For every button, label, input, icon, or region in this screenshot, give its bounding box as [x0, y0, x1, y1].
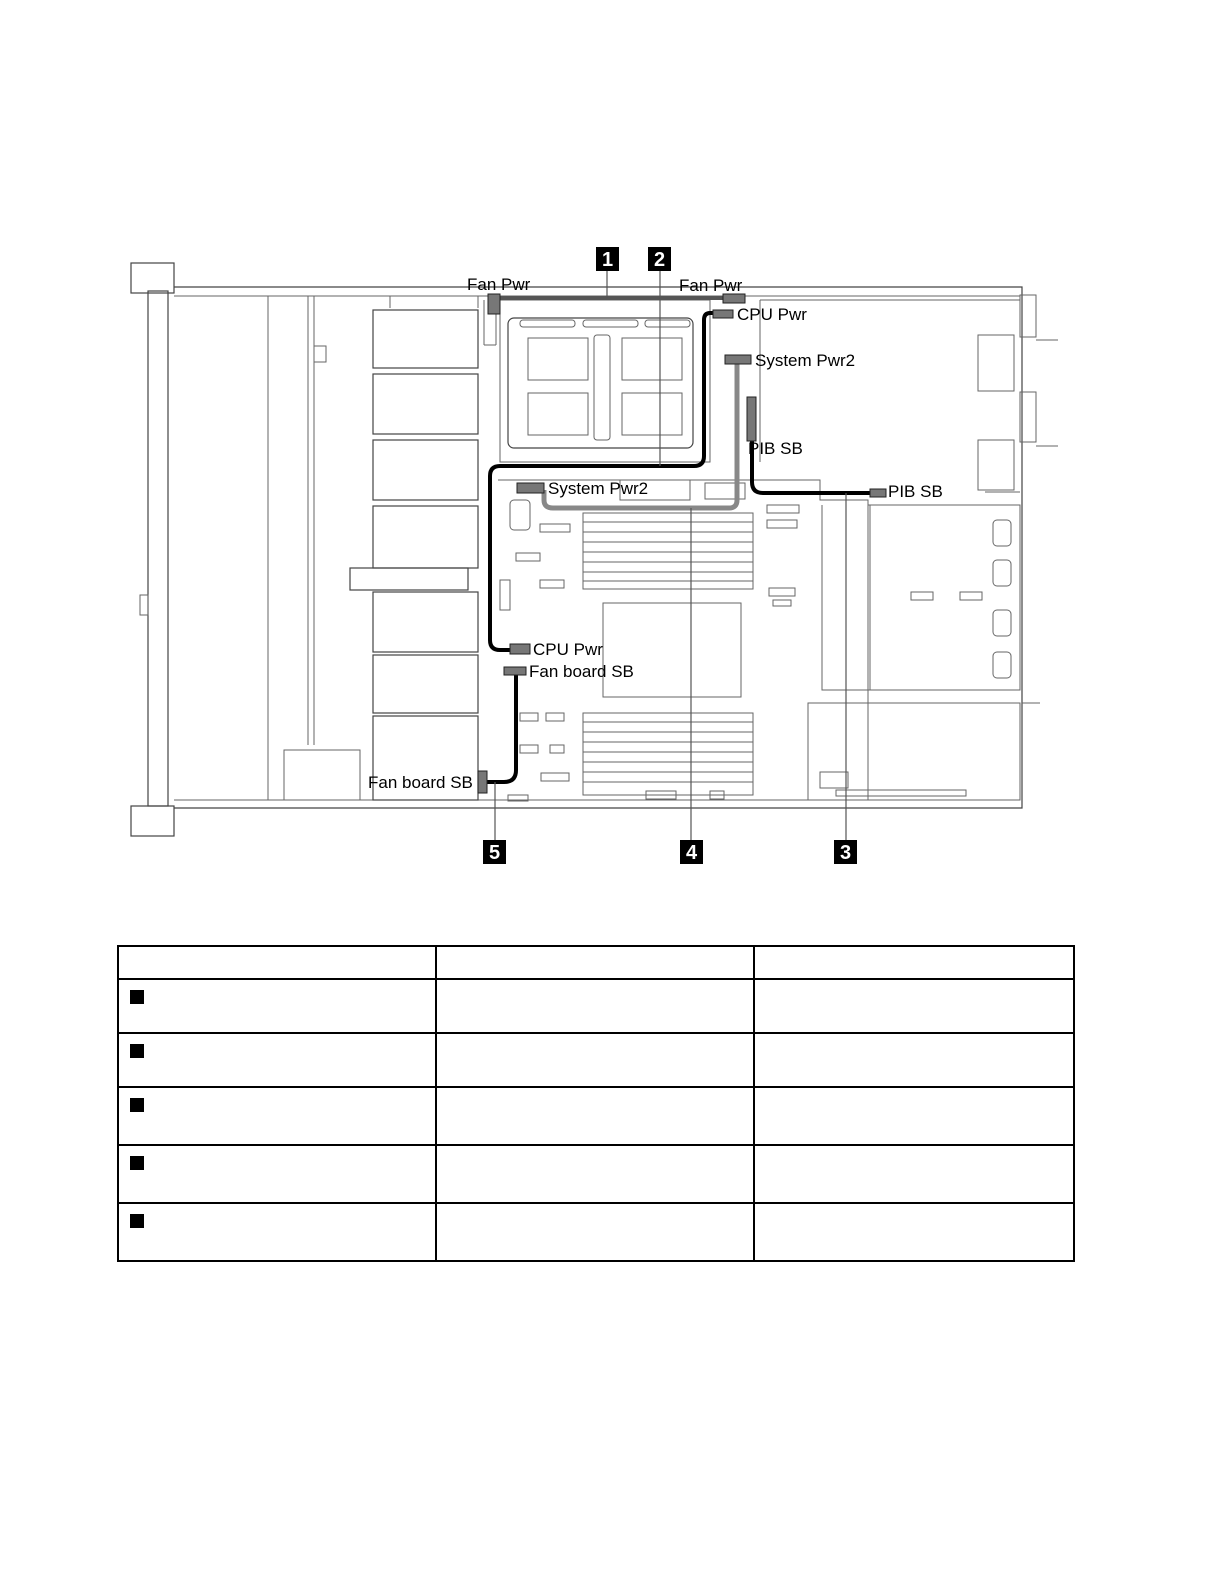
header-cell [118, 946, 436, 979]
connector-cpu-pwr-bottom [510, 644, 530, 654]
connector-labels [368, 275, 943, 792]
psu-and-riser-area [760, 295, 1058, 800]
cables [486, 298, 872, 782]
chassis-outline [131, 263, 1022, 836]
connector-fan-pwr-right [723, 294, 745, 303]
callout-2 [648, 247, 671, 271]
header-cell [754, 946, 1074, 979]
table-cell [436, 1145, 754, 1203]
table-cell [118, 1033, 436, 1087]
label-system-pwr2-mid: System Pwr2 [548, 479, 649, 498]
connector-fan-board-sb-mid [504, 667, 526, 675]
table-cell [118, 1145, 436, 1203]
callout-marker-icon [130, 1044, 144, 1058]
table-header-row [118, 946, 1074, 979]
callout-3-number: 3 [839, 842, 852, 864]
callout-marker-icon [130, 1156, 144, 1170]
label-pib-sb-right: PIB SB [888, 482, 943, 501]
table-cell [436, 979, 754, 1033]
table-cell [436, 1203, 754, 1261]
label-pib-sb-left: PIB SB [748, 439, 803, 458]
callout-3 [834, 840, 857, 864]
table-cell [754, 1145, 1074, 1203]
connector-fan-board-sb-bottom [478, 771, 487, 793]
table-cell [118, 979, 436, 1033]
label-fan-pwr-right: Fan Pwr [679, 276, 743, 295]
callout-5-number: 5 [488, 842, 501, 864]
connector-cpu-pwr-top [713, 310, 733, 318]
callout-2-number: 2 [653, 249, 666, 271]
callout-marker-icon [130, 1214, 144, 1228]
callout-4-number: 4 [685, 842, 698, 864]
connector-system-pwr2-mid [517, 483, 544, 493]
callout-1 [596, 247, 619, 271]
table-cell [436, 1033, 754, 1087]
table-cell [118, 1203, 436, 1261]
fan-modules [350, 296, 478, 800]
table-row [118, 1203, 1074, 1261]
callout-marker-icon [130, 990, 144, 1004]
table-row [118, 1145, 1074, 1203]
cable-legend-table [117, 945, 1075, 1262]
table-cell [754, 979, 1074, 1033]
table-cell [436, 1087, 754, 1145]
table-row [118, 1087, 1074, 1145]
callout-1-number: 1 [601, 249, 614, 271]
table-cell [118, 1087, 436, 1145]
connector-fan-pwr-left [488, 294, 500, 314]
table-cell [754, 1203, 1074, 1261]
power-interposer-area [484, 300, 710, 462]
connector-pib-sb-left [747, 397, 756, 441]
label-cpu-pwr-top: CPU Pwr [737, 305, 807, 324]
table-cell [754, 1087, 1074, 1145]
callout-4 [680, 840, 703, 864]
header-cell [436, 946, 754, 979]
table-row [118, 979, 1074, 1033]
label-fan-board-sb-bottom: Fan board SB [368, 773, 473, 792]
label-system-pwr2-top: System Pwr2 [755, 351, 856, 370]
callout-5 [483, 840, 506, 864]
table-row [118, 1033, 1074, 1087]
connector-system-pwr2-top [725, 355, 751, 364]
callout-marker-icon [130, 1098, 144, 1112]
cable-5 [486, 674, 516, 782]
label-fan-board-sb-mid: Fan board SB [529, 662, 634, 681]
table-cell [754, 1033, 1074, 1087]
label-cpu-pwr-bottom: CPU Pwr [533, 640, 603, 659]
label-fan-pwr-left: Fan Pwr [467, 275, 531, 294]
connector-pib-sb-right [870, 489, 886, 497]
